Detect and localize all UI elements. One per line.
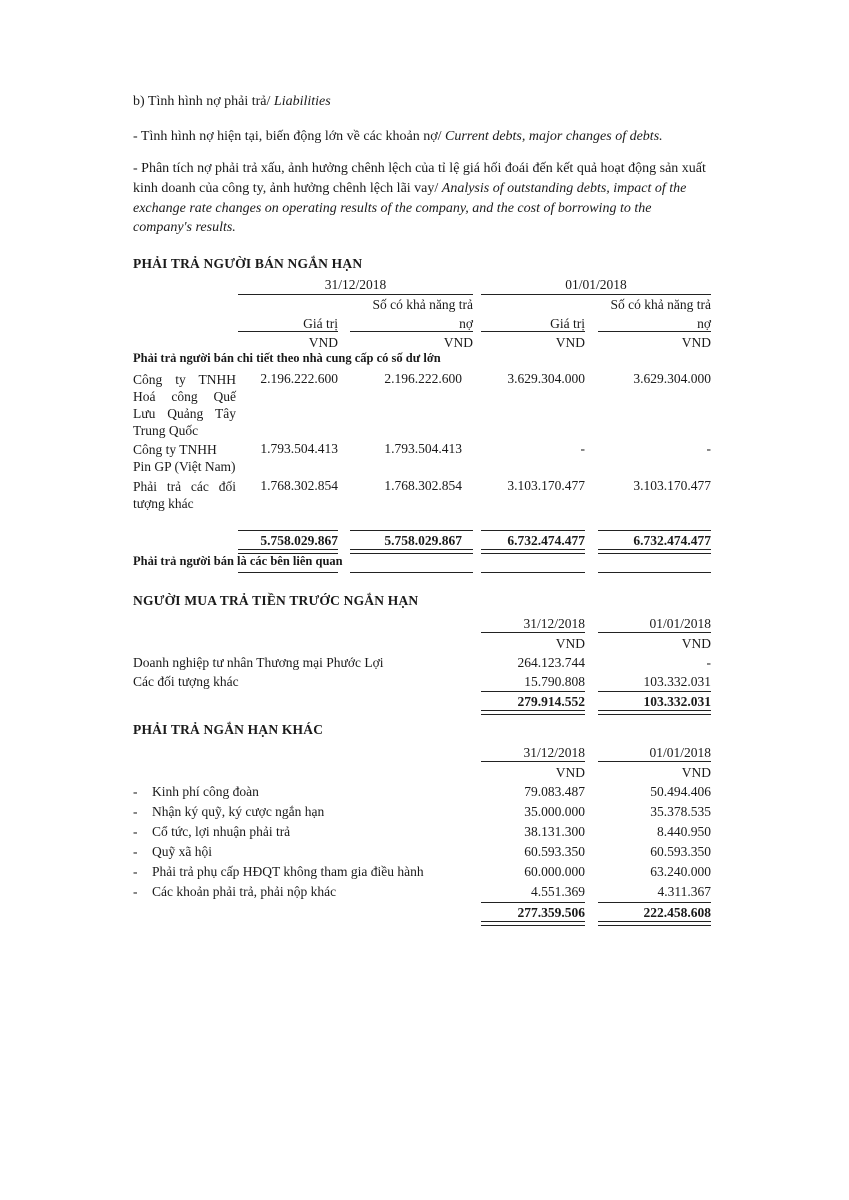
cell-p2: 3.103.170.477 — [633, 478, 711, 493]
bullet: - — [133, 864, 138, 879]
total-rule — [350, 530, 473, 531]
period-rule — [598, 632, 711, 633]
cell-v1: 264.123.744 — [517, 655, 585, 670]
total-v2: 222.458.608 — [643, 905, 711, 920]
total-double-rule — [481, 921, 585, 926]
currency: VND — [555, 636, 585, 651]
cell-v1: 35.000.000 — [524, 804, 585, 819]
payables-subheading: Phải trả người bán chi tiết theo nhà cung cấp có số dư lớn — [133, 351, 441, 365]
total-p2: 6.732.474.477 — [633, 533, 711, 548]
bullet: - — [133, 784, 138, 799]
col-payable-2a: Số có khả năng trả — [610, 297, 711, 312]
cell-v2: 60.593.350 — [650, 844, 711, 859]
cell-v1: 4.551.369 — [531, 884, 585, 899]
cell-p1: 1.768.302.854 — [384, 478, 462, 493]
col-payable-1a: Số có khả năng trả — [372, 297, 473, 312]
total-double-rule — [481, 710, 585, 715]
period-rule — [481, 632, 585, 633]
cell-v1: 60.000.000 — [524, 864, 585, 879]
total-rule — [238, 530, 338, 531]
total-p1: 5.758.029.867 — [384, 533, 462, 548]
cell-v2: 63.240.000 — [650, 864, 711, 879]
heading-en: Liabilities — [273, 94, 331, 109]
total-double-rule — [481, 549, 585, 554]
cell-v2: 50.494.406 — [650, 784, 711, 799]
intro-line-2b — [133, 181, 686, 197]
related-rule — [238, 572, 338, 573]
table-row-name: Các đối tượng khác — [133, 674, 239, 689]
bullet: - — [133, 844, 138, 859]
bullet: - — [133, 824, 138, 839]
currency: VND — [443, 335, 473, 350]
cell-p2: - — [706, 441, 711, 456]
other-title: PHẢI TRẢ NGẮN HẠN KHÁC — [133, 722, 324, 737]
table-row-name: Quỹ xã hội — [152, 844, 212, 859]
period-rule — [598, 761, 711, 762]
currency: VND — [681, 765, 711, 780]
cell-v2: 3.103.170.477 — [507, 478, 585, 493]
table-row-name: Cổ tức, lợi nhuận phải trả — [152, 824, 291, 839]
cell-v1: 15.790.808 — [524, 674, 585, 689]
cell-p1: 1.793.504.413 — [384, 441, 462, 456]
advances-period-2: 01/01/2018 — [649, 616, 711, 631]
section-heading — [133, 94, 331, 110]
total-rule — [598, 902, 711, 903]
advances-title: NGƯỜI MUA TRẢ TIỀN TRƯỚC NGẮN HẠN — [133, 593, 419, 608]
payables-title: PHẢI TRẢ NGƯỜI BÁN NGẮN HẠN — [133, 256, 363, 271]
heading-vi: b) Tình hình nợ phải trả/ — [133, 94, 274, 109]
total-double-rule — [598, 549, 711, 554]
col-value-2: Giá trị — [550, 316, 585, 331]
total-rule — [481, 691, 585, 692]
period-2-rule — [481, 294, 711, 295]
currency: VND — [681, 335, 711, 350]
payables-period-1: 31/12/2018 — [324, 277, 387, 292]
col-rule — [598, 331, 711, 332]
cell-v2: 8.440.950 — [657, 824, 711, 839]
cell-v2: - — [706, 655, 711, 670]
cell-v1: 38.131.300 — [524, 824, 585, 839]
cell-v2: 35.378.535 — [650, 804, 711, 819]
col-value-1: Giá trị — [303, 316, 338, 331]
intro-line-1 — [133, 129, 663, 145]
line1-en: Current debts, major changes of debts. — [445, 129, 663, 144]
col-rule — [481, 331, 585, 332]
cell-v2: 3.629.304.000 — [507, 371, 585, 386]
total-v1: 5.758.029.867 — [260, 533, 338, 548]
cell-v1: 79.083.487 — [524, 784, 585, 799]
table-row-name: Phải trả các đối tượng khác — [133, 479, 236, 511]
cell-p1: 2.196.222.600 — [384, 371, 462, 386]
total-v2: 103.332.031 — [643, 694, 711, 709]
total-v1: 279.914.552 — [517, 694, 585, 709]
other-period-1: 31/12/2018 — [523, 745, 585, 760]
cell-v2: - — [580, 441, 585, 456]
total-rule — [481, 902, 585, 903]
related-parties-label: Phải trả người bán là các bên liên quan — [133, 554, 343, 568]
currency: VND — [308, 335, 338, 350]
related-rule — [350, 572, 473, 573]
payables-period-2: 01/01/2018 — [565, 277, 627, 292]
line1-vi: - Tình hình nợ hiện tại, biến động lớn về các khoản nợ/ — [133, 129, 445, 144]
intro-line-2d: company's results. — [133, 220, 236, 235]
cell-v1: 60.593.350 — [524, 844, 585, 859]
table-row-name: Các khoản phải trả, phải nộp khác — [152, 884, 337, 899]
bullet: - — [133, 884, 138, 899]
table-row-name: Công ty TNHH Hoá công Quế Lưu Quảng Tây Trung Quốc — [133, 372, 236, 438]
table-row-name: Nhận ký quỹ, ký cược ngắn hạn — [152, 804, 325, 819]
total-double-rule — [350, 549, 473, 554]
cell-v2: 4.311.367 — [657, 884, 711, 899]
related-rule — [598, 572, 711, 573]
line2-en-b: Analysis of outstanding debts, impact of the — [441, 181, 687, 196]
cell-p2: 3.629.304.000 — [633, 371, 711, 386]
col-rule — [238, 331, 338, 332]
cell-v1: 1.793.504.413 — [260, 441, 338, 456]
table-row-name: Công ty TNHH Pin GP (Việt Nam) — [133, 442, 236, 474]
period-1-rule — [238, 294, 473, 295]
currency: VND — [681, 636, 711, 651]
intro-line-2a: - Phân tích nợ phải trả xấu, ảnh hưởng chênh lệch của tỉ lệ giá hối đoái đến kết quả hoạt động sản xuất — [133, 161, 706, 176]
table-row-name: Doanh nghiệp tư nhân Thương mại Phước Lợi — [133, 655, 384, 670]
total-rule — [481, 530, 585, 531]
total-rule — [598, 691, 711, 692]
other-period-2: 01/01/2018 — [649, 745, 711, 760]
line2-vi-b: kinh doanh của công ty, ảnh hưởng chênh lệch lãi vay/ — [133, 181, 442, 196]
total-double-rule — [598, 710, 711, 715]
cell-v2: 103.332.031 — [643, 674, 711, 689]
table-row-name: Phải trả phụ cấp HĐQT không tham gia điều hành — [152, 864, 424, 879]
col-payable-1b: nợ — [459, 316, 473, 331]
total-rule — [598, 530, 711, 531]
cell-v1: 2.196.222.600 — [260, 371, 338, 386]
total-double-rule — [598, 921, 711, 926]
currency: VND — [555, 765, 585, 780]
related-rule — [481, 572, 585, 573]
intro-line-2c: exchange rate changes on operating results of the company, and the cost of borrowing to the — [133, 201, 652, 216]
total-v1: 277.359.506 — [517, 905, 585, 920]
advances-period-1: 31/12/2018 — [523, 616, 585, 631]
period-rule — [481, 761, 585, 762]
table-row-name: Kinh phí công đoàn — [152, 784, 259, 799]
total-v2: 6.732.474.477 — [507, 533, 585, 548]
col-payable-2b: nợ — [697, 316, 711, 331]
currency: VND — [555, 335, 585, 350]
col-rule — [350, 331, 473, 332]
bullet: - — [133, 804, 138, 819]
cell-v1: 1.768.302.854 — [260, 478, 338, 493]
